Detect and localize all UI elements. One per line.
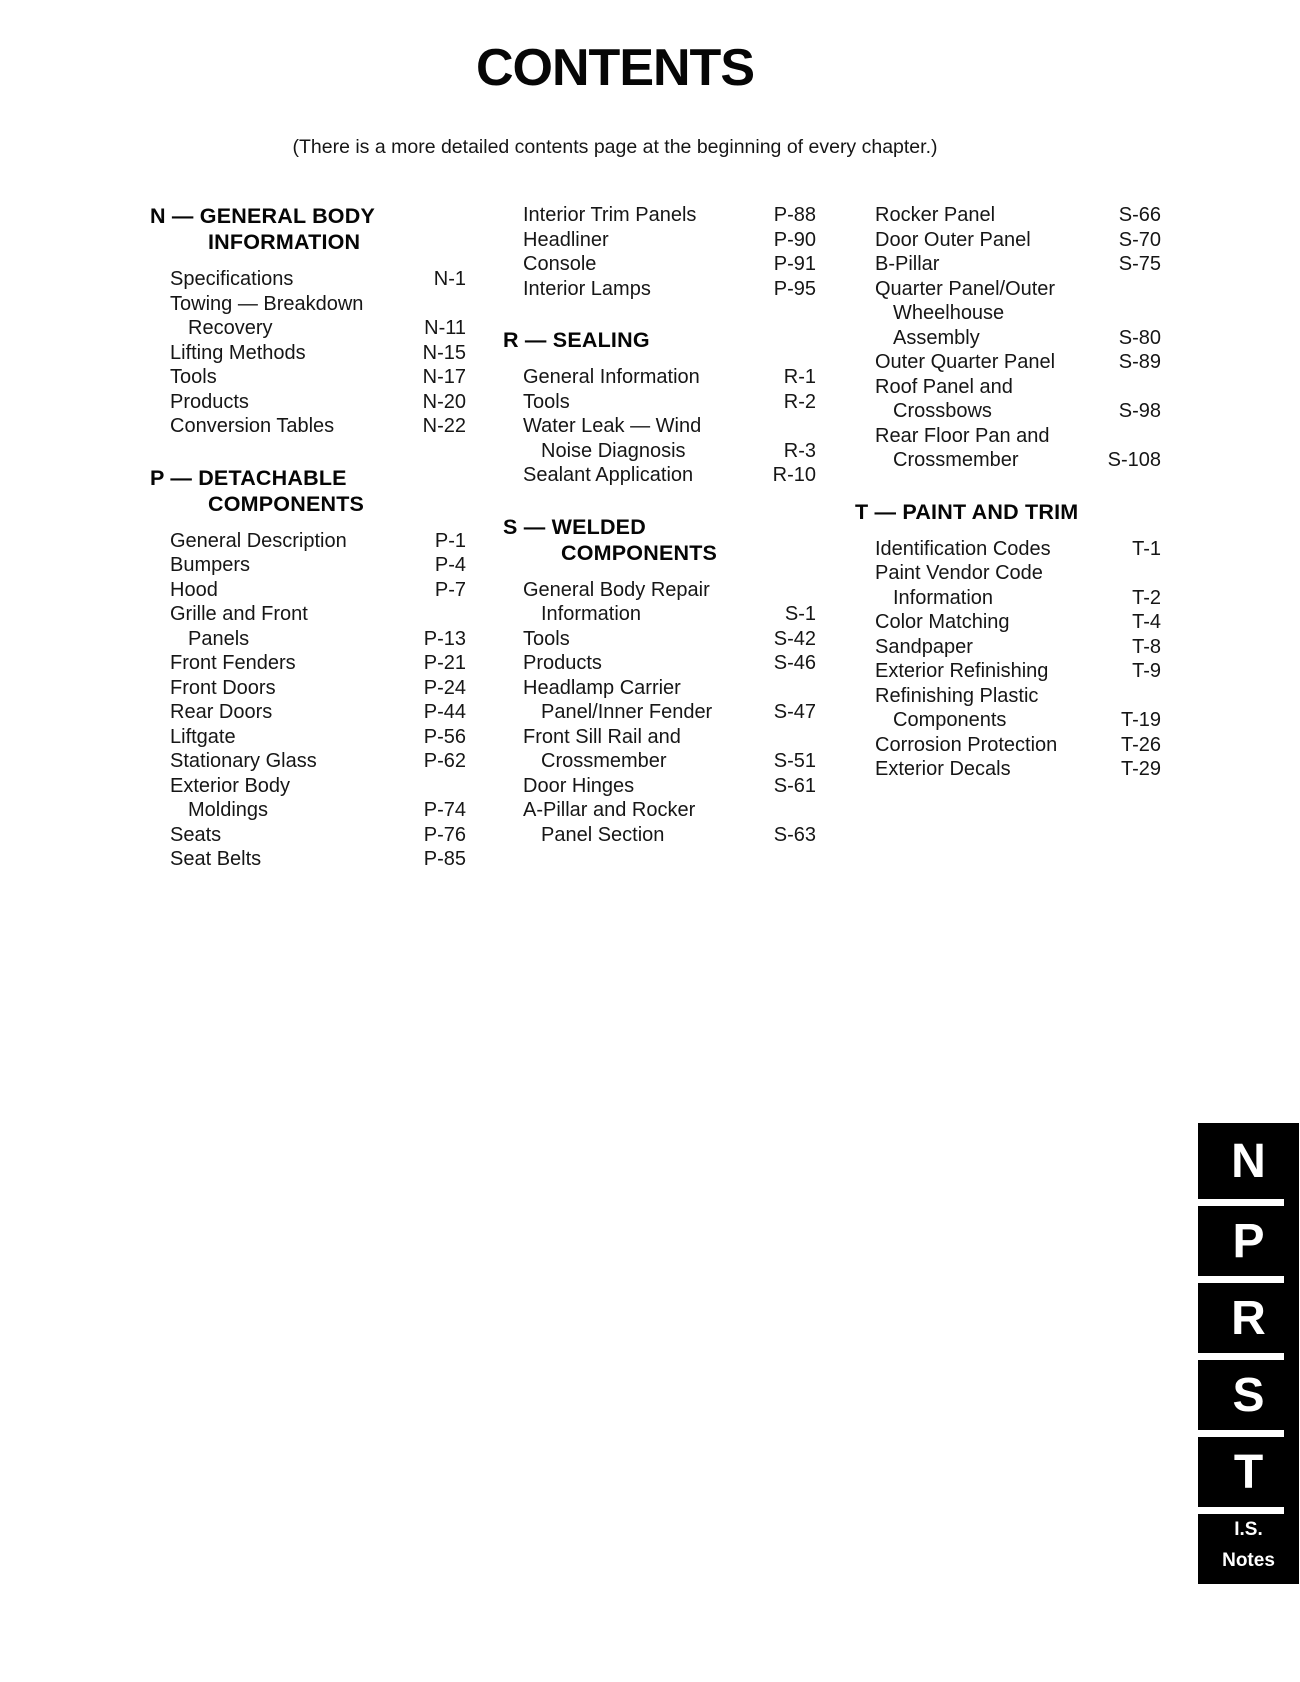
- entry-label: Roof Panel and: [875, 375, 1013, 398]
- toc-entry: [875, 203, 1161, 228]
- entry-label: Rear Floor Pan and: [875, 424, 1050, 447]
- entry-label: Panel Section: [541, 823, 665, 846]
- toc-entry-row: [523, 390, 816, 415]
- entry-label: Crossmember: [893, 449, 1019, 471]
- entry-label: Quarter Panel/Outer: [875, 277, 1056, 300]
- tab-divider: [1198, 1507, 1284, 1514]
- entry-label: Exterior Body: [170, 774, 291, 797]
- entry-label: Crossmember: [541, 750, 667, 772]
- entry-list: [150, 529, 466, 872]
- toc-entry-row: [875, 635, 1161, 660]
- section-heading-line: INFORMATION: [208, 230, 361, 254]
- entry-page-number: P-62: [423, 750, 466, 772]
- entry-label: Towing — Breakdown: [170, 292, 364, 315]
- toc-entry: [875, 228, 1161, 253]
- entry-label: Components: [893, 709, 1007, 731]
- section-heading: [503, 514, 816, 566]
- entry-label: B-Pillar: [875, 253, 940, 275]
- toc-entry: [523, 627, 816, 652]
- toc-entry: [523, 578, 816, 627]
- toc-entry: [875, 635, 1161, 660]
- toc-entry-row: [170, 774, 466, 799]
- toc-entry: [875, 277, 1161, 351]
- toc-entry-row: [523, 439, 816, 464]
- toc-entry-row: [523, 277, 816, 302]
- toc-entry-row: [875, 586, 1161, 611]
- entry-label: Panel/Inner Fender: [541, 701, 713, 723]
- entry-page-number: S-61: [773, 774, 816, 797]
- entry-label: Sealant Application: [523, 464, 694, 486]
- entry-label: Door Hinges: [523, 774, 635, 797]
- toc-entry: [170, 553, 466, 578]
- entry-label: Water Leak — Wind: [523, 415, 702, 437]
- toc-entry: [170, 700, 466, 725]
- toc-entry-row: [875, 757, 1161, 782]
- entry-page-number: P-1: [434, 529, 466, 552]
- entry-page-number: R-10: [772, 464, 816, 486]
- entry-page-number: T-9: [1132, 660, 1161, 682]
- toc-entry-row: [875, 684, 1161, 709]
- entry-page-number: N-15: [422, 341, 466, 364]
- tab-divider: [1198, 1199, 1284, 1206]
- entry-list: [855, 537, 1161, 782]
- entry-page-number: P-85: [423, 848, 466, 870]
- toc-entry-row: [170, 267, 466, 292]
- toc-entry-row: [523, 365, 816, 390]
- toc-entry-row: [523, 463, 816, 488]
- entry-page-number: P-44: [423, 701, 466, 723]
- toc-entry: [875, 537, 1161, 562]
- toc-entry: [523, 252, 816, 277]
- toc-entry: [875, 424, 1161, 473]
- section-heading: [855, 499, 1161, 525]
- entry-label: Identification Codes: [875, 537, 1051, 560]
- toc-entry-row: [875, 561, 1161, 586]
- toc-entry: [523, 277, 816, 302]
- entry-label: Sandpaper: [875, 635, 973, 658]
- entry-label: Wheelhouse: [893, 302, 1005, 324]
- toc-entry-row: [875, 350, 1161, 375]
- section-heading-line: N — GENERAL BODY: [150, 204, 375, 228]
- toc-entry: [170, 365, 466, 390]
- entry-label: Stationary Glass: [170, 750, 317, 772]
- entry-label: Seat Belts: [170, 848, 262, 870]
- chapter-tab-bar: [1198, 1123, 1299, 1584]
- toc-entry-row: [523, 252, 816, 277]
- entry-page-number: S-89: [1118, 351, 1161, 373]
- entry-page-number: S-80: [1118, 326, 1161, 349]
- toc-entry: [523, 463, 816, 488]
- toc-entry: [523, 203, 816, 228]
- toc-entry-row: [523, 651, 816, 676]
- toc-column-1: [150, 203, 466, 872]
- section-heading-line: COMPONENTS: [208, 491, 365, 516]
- toc-entry: [523, 365, 816, 390]
- entry-page-number: N-17: [422, 366, 466, 388]
- toc-columns: [0, 203, 1300, 903]
- entry-page-number: S-75: [1118, 253, 1161, 275]
- entry-list: [503, 203, 816, 301]
- entry-page-number: T-19: [1120, 709, 1161, 731]
- toc-entry-row: [170, 823, 466, 848]
- toc-entry-row: [170, 725, 466, 750]
- toc-entry: [170, 676, 466, 701]
- entry-page-number: P-21: [423, 652, 466, 674]
- entry-label: Crossbows: [893, 400, 992, 422]
- toc-entry-row: [875, 659, 1161, 684]
- toc-entry: [875, 252, 1161, 277]
- toc-entry-row: [875, 733, 1161, 758]
- entry-label: Outer Quarter Panel: [875, 351, 1056, 373]
- entry-page-number: R-1: [783, 366, 816, 388]
- entry-page-number: S-46: [773, 652, 816, 674]
- entry-label: Grille and Front: [170, 603, 308, 625]
- entry-label: Information: [541, 603, 642, 625]
- toc-entry: [170, 529, 466, 554]
- entry-list: [503, 365, 816, 488]
- toc-entry-row: [875, 610, 1161, 635]
- toc-entry: [523, 414, 816, 463]
- toc-entry-row: [170, 627, 466, 652]
- entry-label: Corrosion Protection: [875, 733, 1058, 756]
- chapter-tab-s: S: [1232, 1368, 1265, 1422]
- entry-label: General Description: [170, 529, 347, 552]
- toc-entry-row: [875, 326, 1161, 351]
- toc-entry-row: [523, 676, 816, 701]
- toc-entry-row: [170, 700, 466, 725]
- entry-label: Interior Trim Panels: [523, 204, 697, 226]
- toc-entry: [875, 684, 1161, 733]
- entry-label: Refinishing Plastic: [875, 684, 1039, 707]
- toc-column-2: [503, 203, 816, 847]
- toc-entry-row: [170, 414, 466, 439]
- entry-page-number: T-2: [1132, 586, 1161, 609]
- entry-page-number: R-2: [783, 390, 816, 413]
- toc-entry: [523, 676, 816, 725]
- toc-entry: [170, 774, 466, 823]
- chapter-tab-is: I.S.: [1234, 1518, 1263, 1540]
- entry-label: Assembly: [893, 326, 980, 349]
- entry-label: Specifications: [170, 268, 294, 290]
- toc-entry: [170, 292, 466, 341]
- entry-page-number: S-98: [1118, 400, 1161, 422]
- toc-entry-row: [875, 375, 1161, 400]
- entry-label: Exterior Decals: [875, 758, 1011, 780]
- toc-entry-row: [170, 651, 466, 676]
- entry-page-number: P-95: [773, 277, 816, 300]
- entry-label: Headliner: [523, 228, 609, 251]
- entry-page-number: T-29: [1120, 758, 1161, 780]
- toc-entry-row: [875, 708, 1161, 733]
- entry-page-number: T-8: [1132, 635, 1161, 658]
- entry-page-number: P-90: [773, 228, 816, 251]
- toc-entry: [523, 725, 816, 774]
- toc-entry-row: [875, 277, 1161, 302]
- toc-entry: [170, 725, 466, 750]
- entry-page-number: N-22: [422, 415, 466, 437]
- chapter-tab-notes: Notes: [1222, 1549, 1275, 1571]
- entry-page-number: P-91: [773, 253, 816, 275]
- toc-entry: [875, 610, 1161, 635]
- toc-entry: [170, 414, 466, 439]
- entry-label: Lifting Methods: [170, 341, 306, 364]
- toc-entry: [523, 390, 816, 415]
- toc-entry-row: [170, 798, 466, 823]
- entry-page-number: P-76: [423, 823, 466, 846]
- section-heading-line: R — SEALING: [503, 328, 650, 352]
- entry-label: General Information: [523, 366, 700, 388]
- toc-entry: [170, 823, 466, 848]
- tab-divider: [1198, 1276, 1284, 1283]
- toc-entry-row: [875, 399, 1161, 424]
- toc-entry-row: [523, 749, 816, 774]
- toc-entry: [170, 602, 466, 651]
- toc-entry-row: [875, 301, 1161, 326]
- entry-label: Tools: [523, 390, 570, 413]
- entry-label: Front Fenders: [170, 652, 296, 674]
- tab-divider: [1198, 1353, 1284, 1360]
- toc-entry: [170, 749, 466, 774]
- entry-label: Information: [893, 586, 994, 609]
- toc-entry: [875, 757, 1161, 782]
- toc-entry-row: [170, 602, 466, 627]
- section-heading: [150, 203, 466, 255]
- entry-list: [855, 203, 1161, 473]
- chapter-tab-n: N: [1231, 1134, 1266, 1188]
- entry-label: Console: [523, 253, 597, 275]
- entry-page-number: P-88: [773, 204, 816, 226]
- entry-label: Exterior Refinishing: [875, 660, 1049, 682]
- entry-page-number: P-74: [423, 799, 466, 821]
- entry-label: Interior Lamps: [523, 277, 651, 300]
- toc-entry-row: [875, 203, 1161, 228]
- section-heading: [503, 327, 816, 353]
- entry-label: Door Outer Panel: [875, 228, 1031, 251]
- entry-list: [503, 578, 816, 848]
- entry-label: Hood: [170, 578, 218, 601]
- entry-page-number: T-26: [1120, 733, 1161, 756]
- toc-entry: [170, 847, 466, 872]
- entry-label: Panels: [188, 627, 250, 650]
- toc-entry-row: [523, 414, 816, 439]
- page-subtitle: (There is a more detailed contents page at the beginning of every chapter.): [292, 136, 938, 158]
- entry-label: Rear Doors: [170, 701, 273, 723]
- toc-entry-row: [170, 749, 466, 774]
- toc-column-3: [855, 203, 1161, 782]
- toc-entry-row: [523, 798, 816, 823]
- toc-entry-row: [170, 578, 466, 603]
- entry-label: Color Matching: [875, 611, 1010, 633]
- entry-page-number: T-4: [1132, 611, 1161, 633]
- toc-entry-row: [523, 774, 816, 799]
- toc-entry-row: [170, 847, 466, 872]
- entry-label: Conversion Tables: [170, 415, 335, 437]
- section-heading-line: T — PAINT AND TRIM: [855, 499, 1079, 524]
- toc-entry: [170, 578, 466, 603]
- entry-label: Moldings: [188, 799, 269, 821]
- toc-entry-row: [523, 228, 816, 253]
- toc-entry: [875, 375, 1161, 424]
- toc-entry: [170, 341, 466, 366]
- entry-page-number: N-11: [424, 317, 466, 339]
- entry-page-number: P-4: [434, 554, 466, 576]
- section-heading: [150, 465, 466, 517]
- entry-page-number: S-1: [784, 603, 816, 625]
- entry-label: Headlamp Carrier: [523, 676, 681, 699]
- chapter-tab-t: T: [1233, 1445, 1264, 1499]
- entry-label: Liftgate: [170, 725, 236, 748]
- entry-label: Products: [170, 390, 249, 413]
- entry-page-number: P-56: [423, 725, 466, 748]
- toc-entry: [170, 651, 466, 676]
- chapter-tab-p: P: [1232, 1214, 1265, 1268]
- entry-label: Tools: [170, 366, 217, 388]
- toc-entry: [875, 733, 1161, 758]
- toc-entry: [170, 390, 466, 415]
- entry-label: Bumpers: [170, 554, 251, 576]
- entry-label: Seats: [170, 823, 222, 846]
- entry-page-number: R-3: [783, 439, 816, 462]
- entry-label: Recovery: [188, 317, 273, 339]
- section-heading-line: COMPONENTS: [561, 540, 718, 565]
- page-title: CONTENTS: [476, 39, 754, 97]
- entry-label: General Body Repair: [523, 578, 710, 601]
- entry-page-number: N-20: [422, 390, 466, 413]
- toc-entry-row: [875, 252, 1161, 277]
- entry-label: Paint Vendor Code: [875, 562, 1043, 584]
- toc-entry-row: [875, 537, 1161, 562]
- toc-entry-row: [170, 341, 466, 366]
- tab-divider: [1198, 1430, 1284, 1437]
- toc-entry-row: [875, 424, 1161, 449]
- toc-entry: [875, 350, 1161, 375]
- entry-label: Rocker Panel: [875, 204, 996, 226]
- entry-page-number: S-70: [1118, 228, 1161, 251]
- entry-page-number: P-7: [434, 578, 466, 601]
- toc-entry: [523, 774, 816, 799]
- entry-label: Tools: [523, 627, 570, 650]
- entry-page-number: S-51: [773, 750, 816, 772]
- entry-label: Front Doors: [170, 676, 276, 699]
- toc-entry-row: [523, 725, 816, 750]
- entry-label: A-Pillar and Rocker: [523, 799, 696, 821]
- toc-entry: [170, 267, 466, 292]
- toc-entry-row: [170, 365, 466, 390]
- toc-entry-row: [170, 292, 466, 317]
- toc-entry: [523, 651, 816, 676]
- toc-entry-row: [170, 676, 466, 701]
- entry-page-number: T-1: [1132, 537, 1161, 560]
- toc-entry-row: [523, 823, 816, 848]
- entry-label: Front Sill Rail and: [523, 725, 681, 748]
- section-heading-line: S — WELDED: [503, 514, 646, 539]
- toc-entry-row: [523, 627, 816, 652]
- entry-page-number: S-47: [773, 701, 816, 723]
- toc-entry-row: [170, 553, 466, 578]
- entry-label: Noise Diagnosis: [541, 439, 686, 462]
- entry-page-number: P-13: [423, 627, 466, 650]
- entry-list: [150, 267, 466, 439]
- entry-page-number: P-24: [423, 676, 466, 699]
- toc-entry: [523, 798, 816, 847]
- entry-page-number: S-42: [773, 627, 816, 650]
- toc-entry-row: [170, 390, 466, 415]
- entry-page-number: N-1: [433, 268, 466, 290]
- toc-entry-row: [875, 448, 1161, 473]
- toc-entry: [523, 228, 816, 253]
- toc-entry-row: [170, 316, 466, 341]
- entry-label: Products: [523, 652, 602, 674]
- toc-entry-row: [523, 602, 816, 627]
- chapter-tab-r: R: [1231, 1291, 1266, 1345]
- toc-entry: [875, 561, 1161, 610]
- toc-entry: [875, 659, 1161, 684]
- entry-page-number: S-66: [1118, 204, 1161, 226]
- entry-page-number: S-108: [1107, 449, 1161, 471]
- toc-entry-row: [523, 578, 816, 603]
- section-heading-line: P — DETACHABLE: [150, 465, 347, 490]
- toc-entry-row: [523, 700, 816, 725]
- toc-entry-row: [875, 228, 1161, 253]
- toc-entry-row: [170, 529, 466, 554]
- toc-entry-row: [523, 203, 816, 228]
- entry-page-number: S-63: [773, 823, 816, 846]
